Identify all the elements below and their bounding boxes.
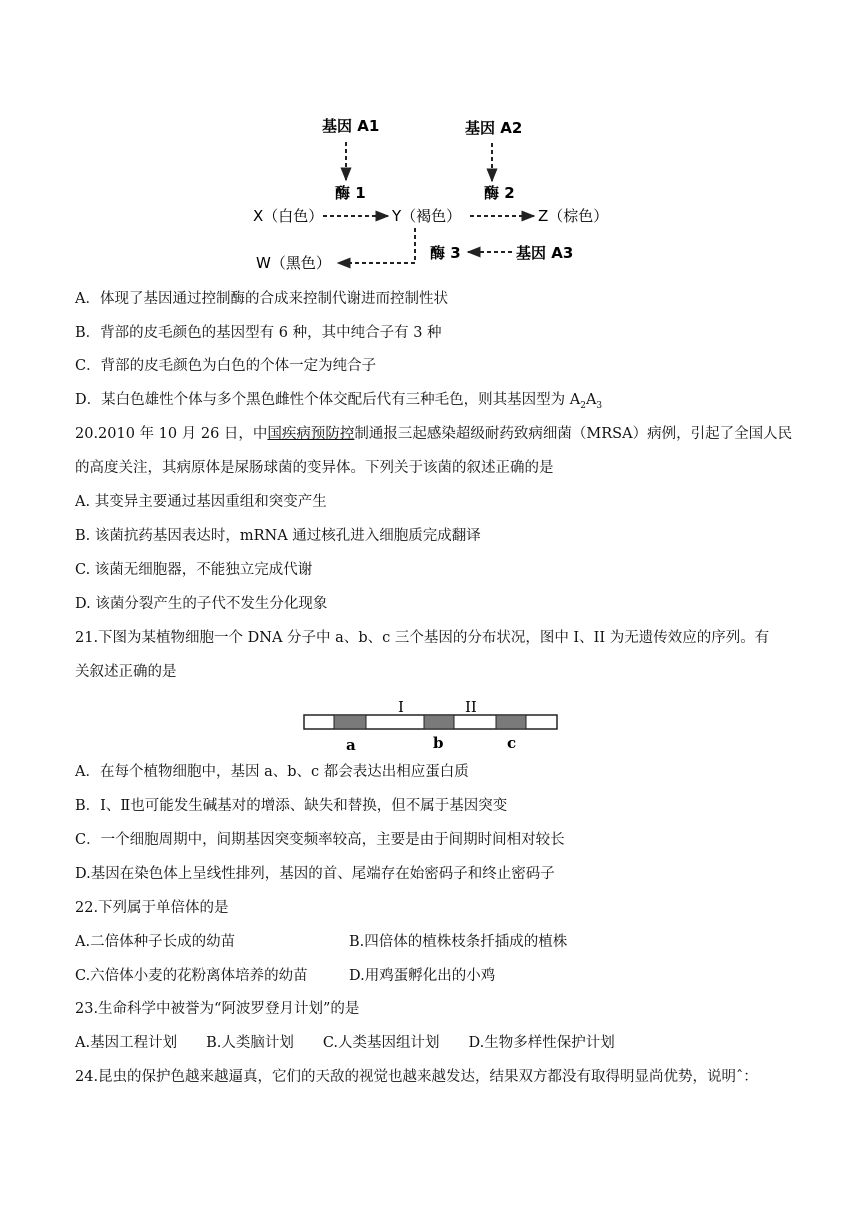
x-white-label: X（白色）: [253, 207, 324, 225]
pathway-diagram: [0, 0, 860, 290]
z-tan-label: Z（棕色）: [538, 207, 609, 225]
gene-a3-label: 基因 A3: [516, 244, 574, 262]
gene-a-segment: [334, 715, 366, 729]
q20-stem-post: 制通报三起感染超级耐药致病细菌（MRSA）病例，引起了全国人民: [354, 426, 793, 442]
q22-option-b: B.四倍体的植株枝条扦插成的植株: [349, 934, 568, 950]
dna-gene-diagram: [0, 695, 860, 755]
gene-b-label: b: [433, 734, 444, 752]
gene-a-label: a: [346, 736, 356, 754]
q19-sub-2: 3: [596, 400, 603, 411]
gene-c-segment: [496, 715, 526, 729]
q21-stem-line1: 21.下图为某植物细胞一个 DNA 分子中 a、b、c 三个基因的分布状况，图中 Ⅰ、II 为无遗传效应的序列。有: [75, 630, 770, 646]
q22-option-c: C.六倍体小麦的花粉离体培养的幼苗: [75, 968, 308, 984]
region-ii-label: II: [465, 698, 477, 716]
q20-stem-pre: 20.2010 年 10 月 26 日，中: [75, 426, 268, 442]
q19-option-c: C．背部的皮毛颜色为白色的个体一定为纯合子: [75, 358, 377, 374]
q20-option-c: C. 该菌无细胞器，不能独立完成代谢: [75, 562, 313, 578]
q19-option-b: B．背部的皮毛颜色的基因型有 6 种，其中纯合子有 3 种: [75, 325, 442, 341]
q19-option-d-text: D．某白色雄性个体与多个黑色雌性个体交配后代有三种毛色，则其基因型为 A: [75, 392, 581, 408]
q22-stem: 22.下列属于单倍体的是: [75, 900, 229, 916]
q23-stem: 23.生命科学中被誉为“阿波罗登月计划”的是: [75, 1001, 360, 1017]
enzyme1-label: 酶 1: [335, 184, 366, 202]
q21-option-a: A．在每个植物细胞中，基因 a、b、c 都会表达出相应蛋白质: [75, 764, 469, 780]
q20-option-b: B. 该菌抗药基因表达时，mRNA 通过核孔进入细胞质完成翻译: [75, 528, 481, 544]
q21-stem-line2: 关叙述正确的是: [75, 664, 177, 680]
q21-option-d: D.基因在染色体上呈线性排列，基因的首、尾端存在始密码子和终止密码子: [75, 866, 555, 882]
gene-a2-label: 基因 A2: [465, 119, 523, 137]
q24-stem: 24.昆虫的保护色越来越逼真，它们的天敌的视觉也越来越发达，结果双方都没有取得明显尚优势，说明ˆ：: [75, 1069, 758, 1085]
q19-sub-1: 2: [580, 400, 586, 411]
region-i-label: I: [398, 698, 404, 716]
q23-options: A.基因工程计划 B.人类脑计划 C.人类基因组计划 D.生物多样性保护计划: [75, 1035, 615, 1051]
enzyme2-label: 酶 2: [484, 184, 515, 202]
q22-option-a: A.二倍体种子长成的幼苗: [75, 934, 236, 950]
q19-option-d-mid: A: [585, 392, 597, 408]
q20-option-a: A. 其变异主要通过基因重组和突变产生: [75, 494, 327, 510]
q22-option-d: D.用鸡蛋孵化出的小鸡: [349, 968, 496, 984]
arrow-y-w: [338, 228, 415, 263]
q20-stem-link: 国疾病预防控: [267, 426, 355, 442]
q20-stem-line2: 的高度关注，其病原体是屎肠球菌的变异体。下列关于该菌的叙述正确的是: [75, 460, 554, 476]
q19-option-a: A．体现了基因通过控制酶的合成来控制代谢进而控制性状: [75, 291, 448, 307]
gene-c-label: c: [507, 734, 517, 752]
gene-b-segment: [424, 715, 454, 729]
enzyme3-label: 酶 3: [430, 244, 461, 262]
q21-option-c: C．一个细胞周期中，间期基因突变频率较高，主要是由于间期时间相对较长: [75, 832, 565, 848]
q20-option-d: D. 该菌分裂产生的子代不发生分化现象: [75, 596, 328, 612]
q20-stem-line1: [75, 424, 792, 444]
w-black-label: W（黑色）: [256, 254, 331, 272]
y-brown-label: Y（褐色）: [392, 207, 462, 225]
q19-option-d: [75, 390, 602, 416]
q21-option-b: B．Ⅰ、Ⅱ也可能发生碱基对的增添、缺失和替换，但不属于基因突变: [75, 798, 508, 814]
gene-a1-label: 基因 A1: [322, 117, 380, 135]
